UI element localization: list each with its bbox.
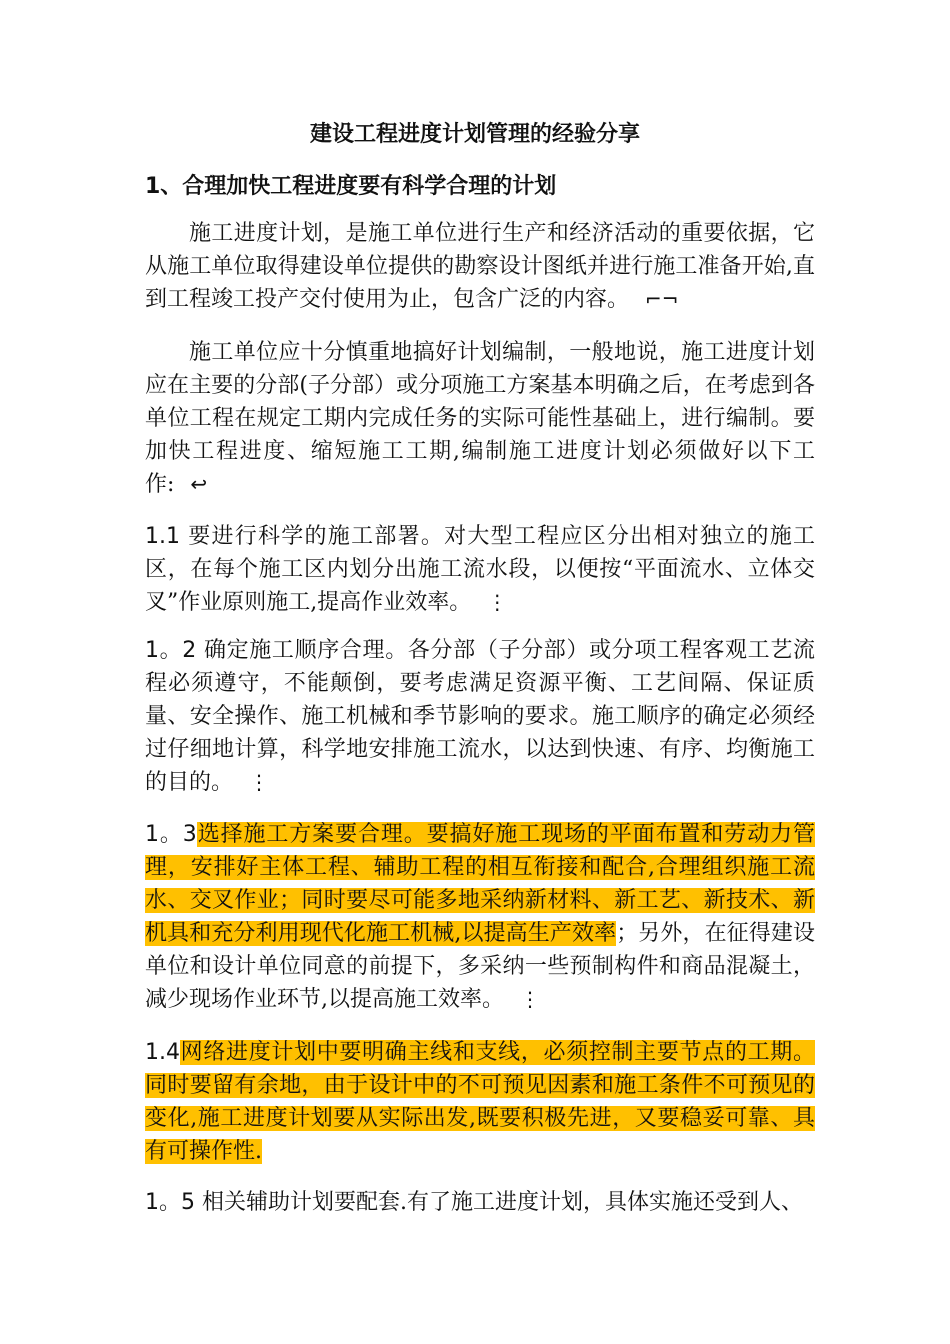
item-1-3 [145, 818, 815, 1016]
item-number: 1。5 [145, 1190, 195, 1215]
paragraph-plan [145, 336, 838, 501]
item-number: 1。2 [145, 638, 197, 663]
item-text: 要进行科学的施工部署。对大型工程应区分出相对独立的施工区，在每个施工区内划分出施工流水段，以便按“平面流水、立体交叉”作业原则施工,提高作业效率。 [145, 524, 815, 615]
highlighted-text: 选择施工方案要合理。要搞好施工现场的平面布置和劳动力管理，安排好主体工程、辅助工程的相互衔接和配合,合理组织施工流水、交叉作业；同时要尽可能多地采纳新材料、新工艺、新技术、新机具和充分利用现代化施工机械,以提高生产效率 [145, 822, 815, 946]
item-number: 1。3 [145, 822, 197, 847]
ellipsis-mark-icon: ⋮ [520, 987, 540, 1011]
item-number: 1.4 [145, 1040, 180, 1065]
ellipsis-mark-icon: ⋮ [249, 770, 270, 794]
paragraph-text: 施工进度计划，是施工单位进行生产和经济活动的重要依据，它从施工单位取得建设单位提供的勘察设计图纸并进行施工准备开始,直到工程竣工投产交付使用为止，包含广泛的内容。 [145, 221, 815, 312]
item-number: 1.1 [145, 524, 180, 549]
item-1-5 [145, 1186, 815, 1219]
item-1-4 [145, 1036, 815, 1168]
item-1-2 [145, 634, 815, 799]
section-heading: 1、合理加快工程进度要有科学合理的计划 [145, 174, 557, 199]
return-mark-icon: ↩ [190, 472, 208, 496]
document-title: 建设工程进度计划管理的经验分享 [309, 122, 640, 147]
highlighted-text: 网络进度计划中要明确主线和支线，必须控制主要节点的工期。同时要留有余地，由于设计中的不可预见因素和施工条件不可预见的变化,施工进度计划要从实际出发,既要积极先进，又要稳妥可靠、具有可操作性. [145, 1040, 815, 1164]
paragraph-intro [145, 217, 815, 316]
item-1-1 [145, 520, 815, 619]
editing-mark-icon: ⌐¬ [645, 287, 679, 311]
item-text: 相关辅助计划要配套.有了施工进度计划，具体实施还受到人、 [195, 1190, 803, 1215]
paragraph-text: 施工单位应十分慎重地搞好计划编制，一般地说，施工进度计划应在主要的分部(子分部）或分项施工方案基本明确之后，在考虑到各单位工程在规定工期内完成任务的实际可能性基础上，进行编制。要加快工程进度、缩短施工工期,编制施工进度计划必须做好以下工 作: [145, 340, 838, 497]
item-text: ；另外，在征得建设单位和设计单位同意的前提下，多采纳一些预制构件和商品混凝土，减少现场作业环节,以提高施工效率。 [145, 921, 815, 1012]
ellipsis-mark-icon: ⋮ [487, 590, 508, 614]
item-text: 确定施工顺序合理。各分部（子分部）或分项工程客观工艺流程必须遵守，不能颠倒，要考虑满足资源平衡、工艺间隔、保证质量、安全操作、施工机械和季节影响的要求。施工顺序的确定必须经过仔细地计算，科学地安排施工流水，以达到快速、有序、均衡施工的目的。 [145, 638, 815, 795]
